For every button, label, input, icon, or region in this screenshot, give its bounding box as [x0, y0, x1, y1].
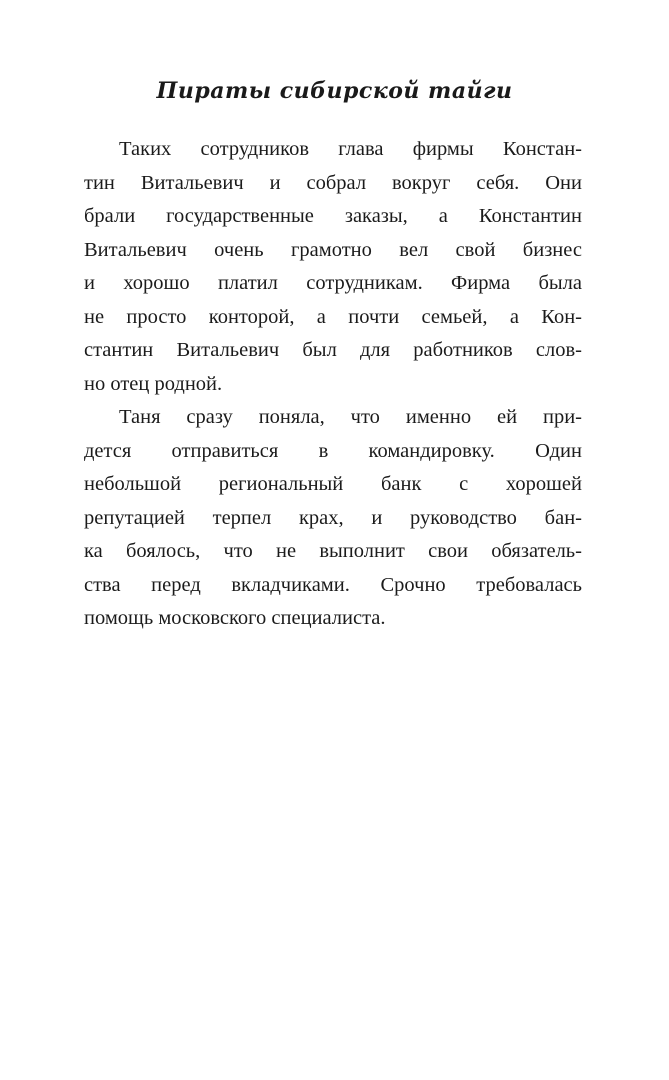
text-line: Витальевич очень грамотно вел свой бизнес [84, 238, 582, 261]
text-line: ства перед вкладчиками. Срочно требовалась [84, 573, 582, 596]
body-text [84, 133, 582, 636]
paragraph-2 [84, 401, 582, 636]
text-line: дется отправиться в командировку. Один [84, 439, 582, 462]
text-line: стантин Витальевич был для работников слов- [84, 339, 582, 361]
text-line: репутацией терпел крах, и руководство бан- [84, 506, 582, 529]
paragraph-1 [84, 133, 582, 401]
text-line: тин Витальевич и собрал вокруг себя. Они [84, 171, 582, 194]
text-line: небольшой региональный банк с хорошей [84, 473, 582, 495]
text-line: ка боялось, что не выполнит свои обязатель- [84, 540, 582, 562]
running-head: Пираты сибирской тайги [156, 78, 513, 104]
text-line: брали государственные заказы, а Константин [84, 205, 582, 227]
text-line: помощь московского специалиста. [84, 607, 386, 629]
text-line: Таких сотрудников глава фирмы Констан- [119, 138, 582, 160]
text-line: не просто конторой, а почти семьей, а Кон- [84, 305, 582, 328]
text-line: Таня сразу поняла, что именно ей при- [119, 406, 582, 428]
text-line: и хорошо платил сотрудникам. Фирма была [84, 272, 582, 294]
text-line: но отец родной. [84, 372, 223, 395]
